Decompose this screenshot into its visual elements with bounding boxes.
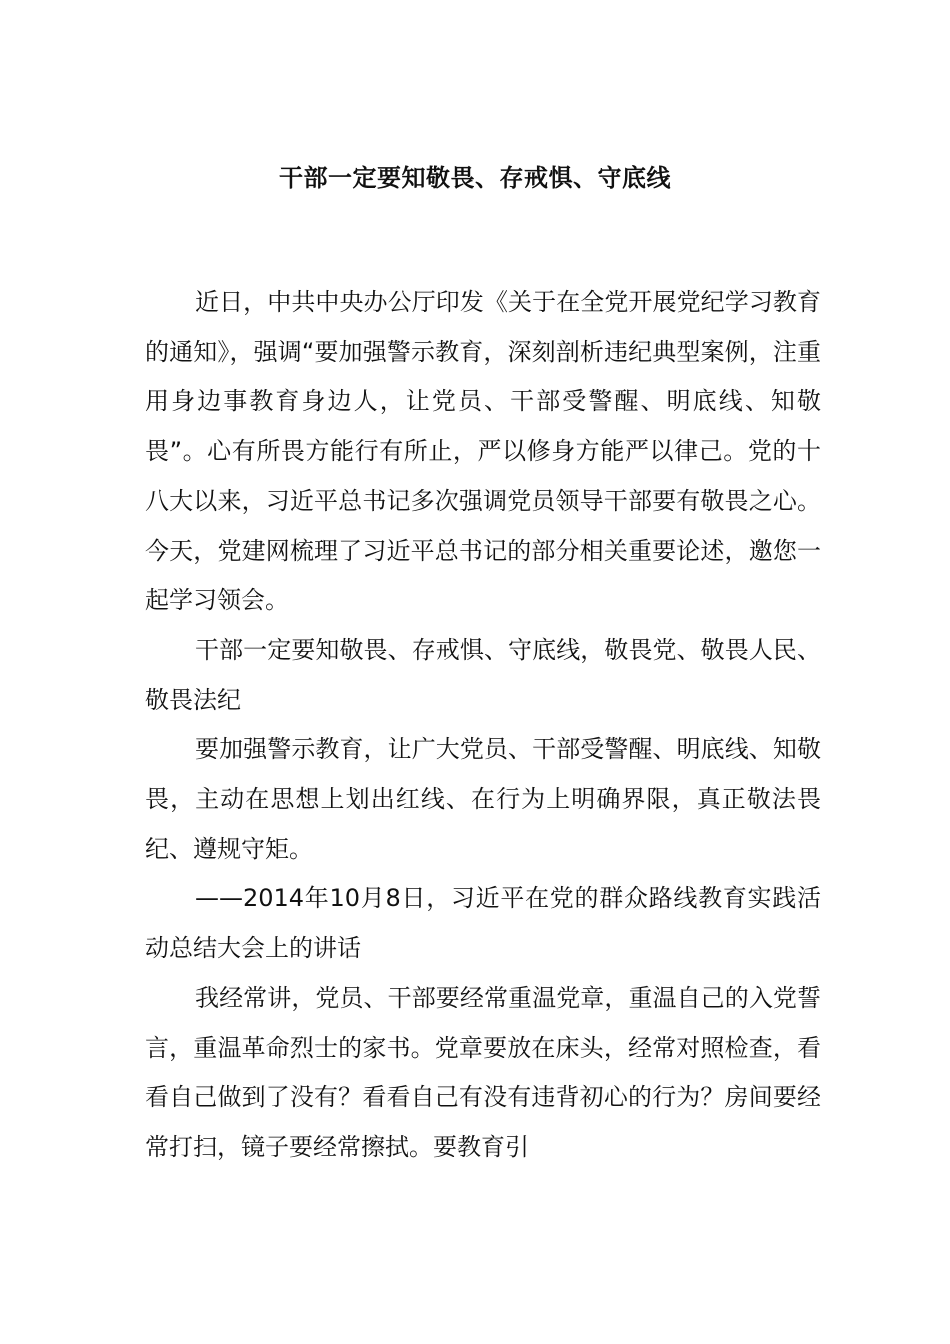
document-body [145, 278, 821, 1173]
document-title: 干部一定要知敬畏、存戒惧、守底线 [279, 164, 671, 192]
paragraph-intro: 近日，中共中央办公厅印发《关于在全党开展党纪学习教育的通知》，强调“要加强警示教育，深刻剖析违纪典型案例，注重用身边事教育身边人，让党员、干部受警醒、明底线、知敬畏”。心有所畏方能行有所止，严以修身方能严以律己。党的十八大以来，习近平总书记多次强调党员领导干部要有敬畏之心。今天，党建网梳理了习近平总书记的部分相关重要论述，邀您一起学习领会。 [145, 288, 821, 615]
paragraph-source: ——2014年10月8日，习近平在党的群众路线教育实践活动总结大会上的讲话 [145, 884, 821, 963]
paragraph-quote-2: 我经常讲，党员、干部要经常重温党章，重温自己的入党誓言，重温革命烈士的家书。党章要放在床头，经常对照检查，看看自己做到了没有？看看自己有没有违背初心的行为？房间要经常打扫，镜子要经常擦拭。要教育引 [145, 983, 821, 1161]
paragraph-quote: 要加强警示教育，让广大党员、干部受警醒、明底线、知敬畏，主动在思想上划出红线、在行为上明确界限，真正敬法畏纪、遵规守矩。 [145, 735, 821, 863]
paragraph-heading: 干部一定要知敬畏、存戒惧、守底线，敬畏党、敬畏人民、敬畏法纪 [145, 635, 821, 714]
